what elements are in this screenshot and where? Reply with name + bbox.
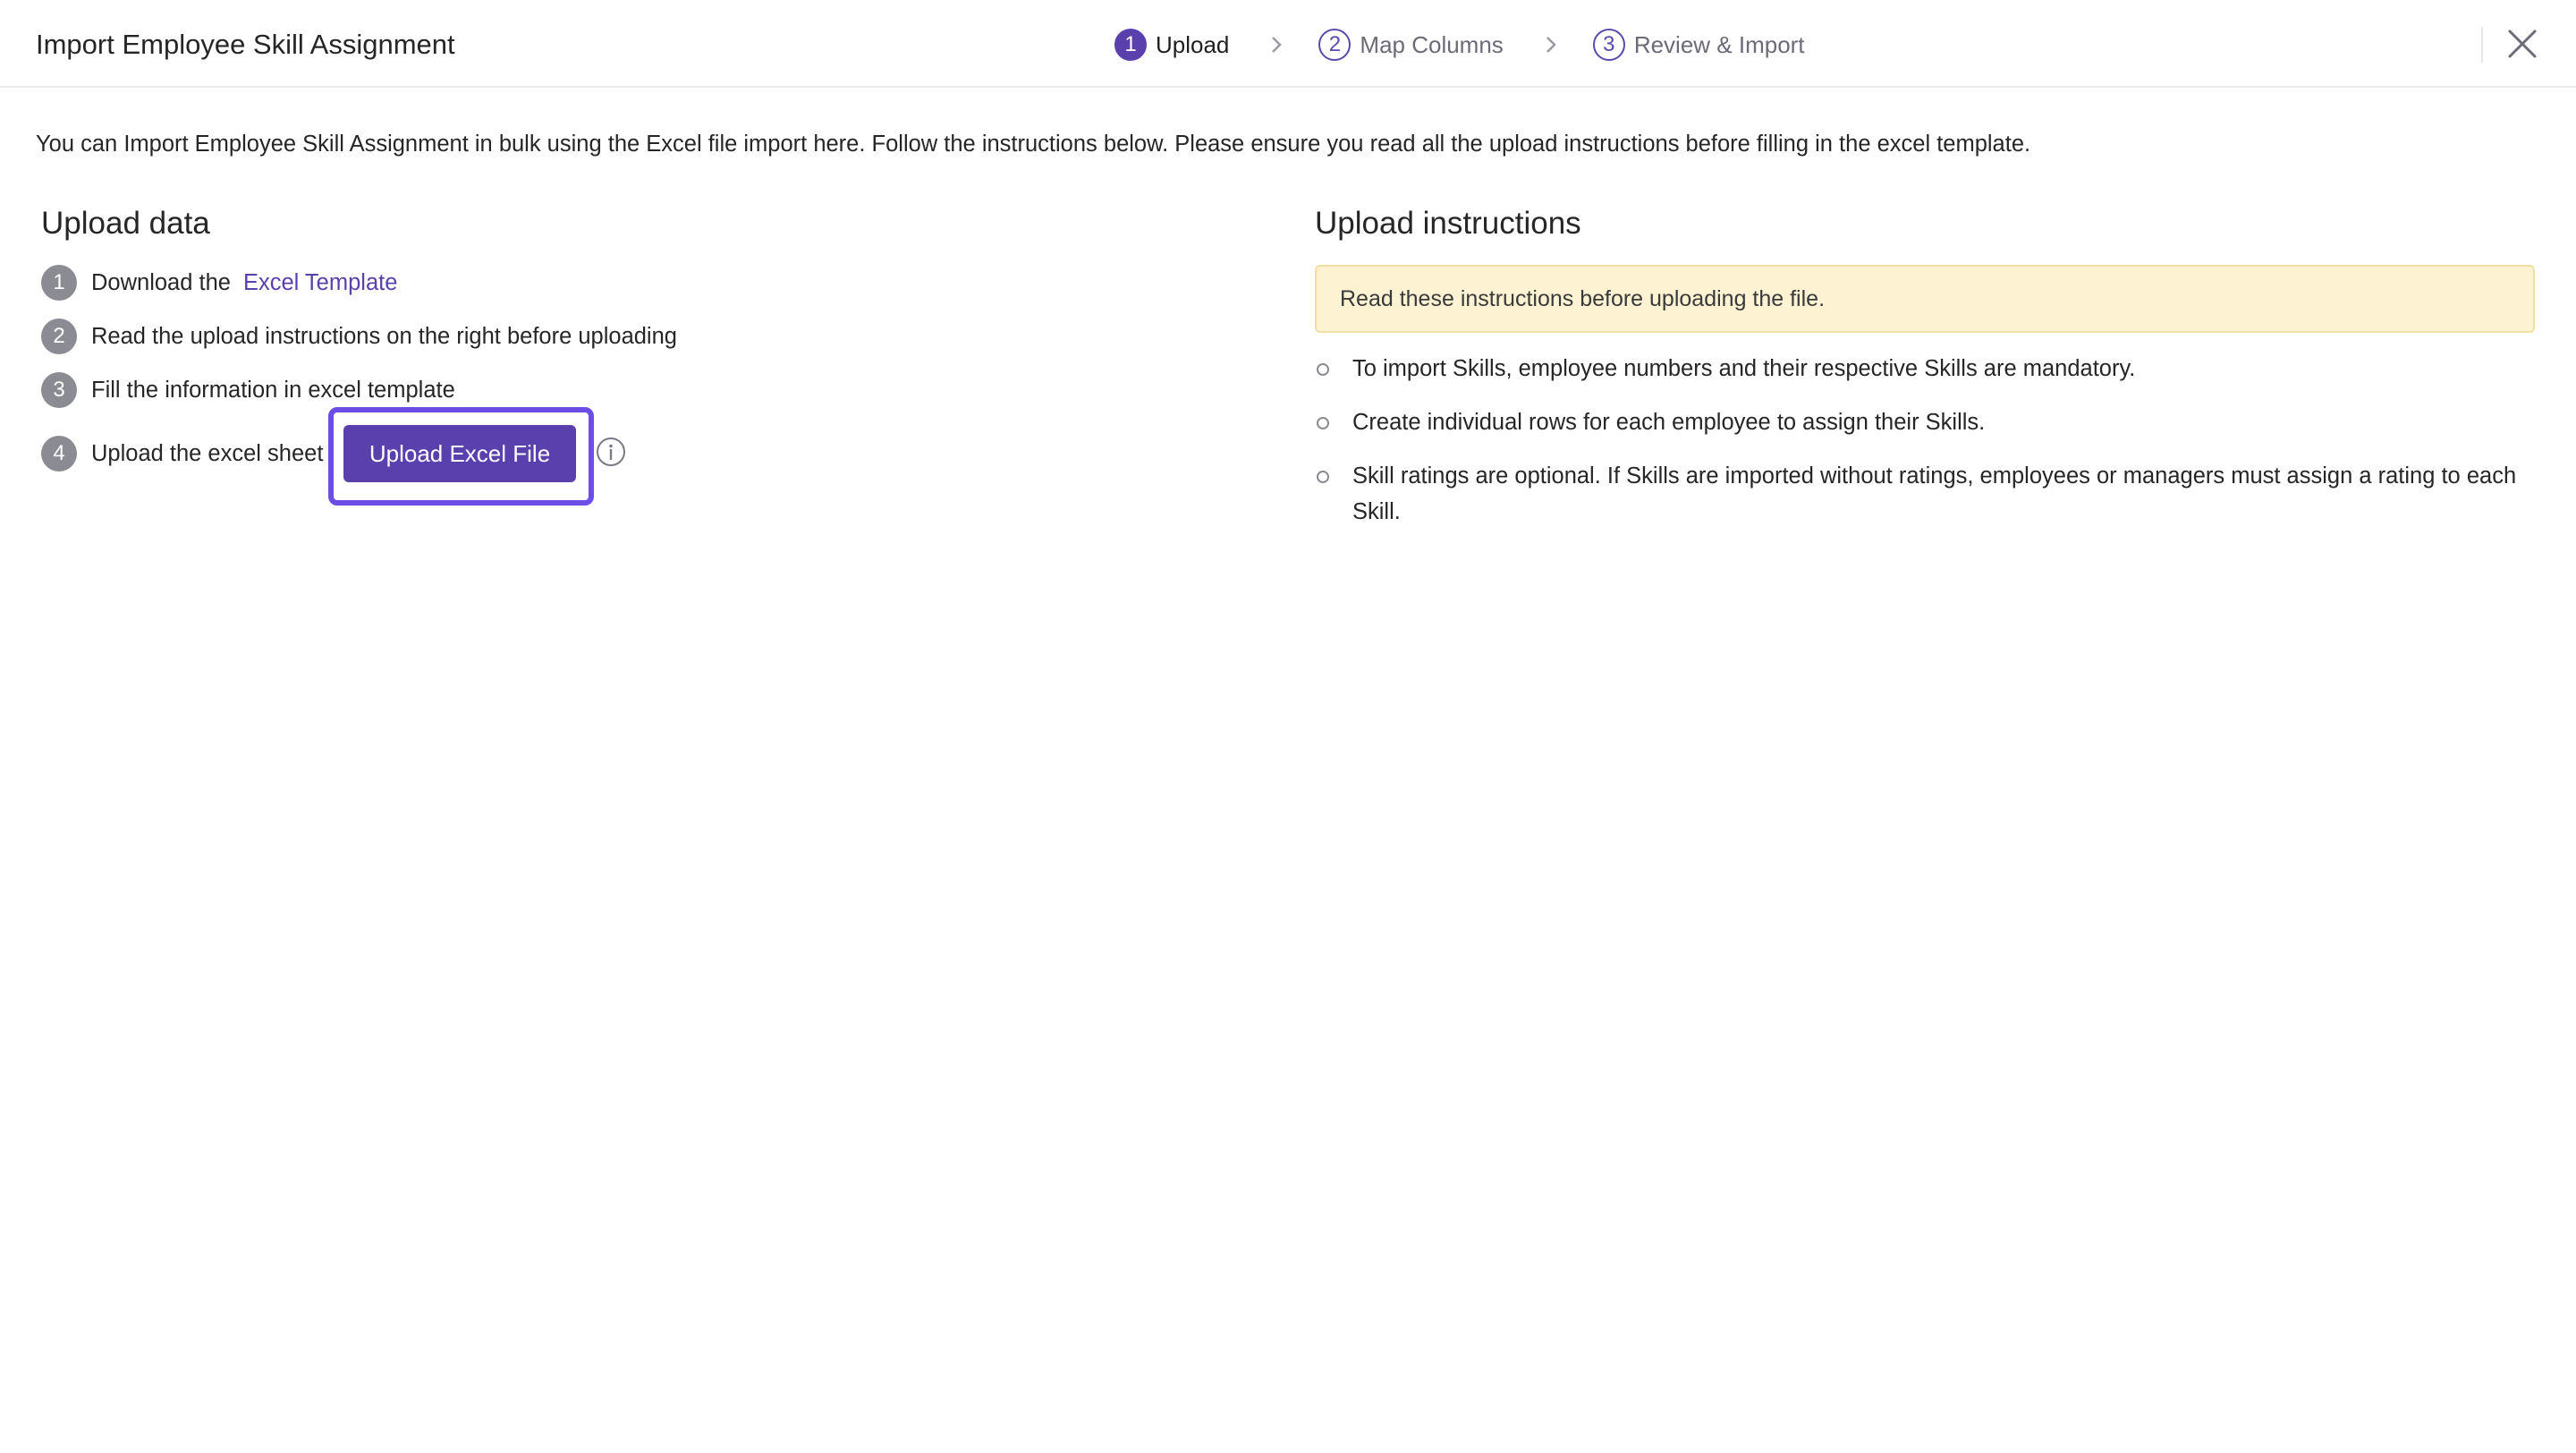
instructions-notice: Read these instructions before uploading the file. bbox=[1315, 265, 2535, 333]
upload-data-title: Upload data bbox=[41, 206, 210, 241]
step-text: Upload the excel sheet bbox=[91, 440, 324, 466]
step-badge: 2 bbox=[41, 319, 77, 354]
instruction-text: To import Skills, employee numbers and their respective Skills are mandatory. bbox=[1352, 356, 2136, 381]
upload-step-3 bbox=[41, 372, 455, 408]
bullet-icon bbox=[1317, 363, 1329, 376]
step-label-map-columns: Map Columns bbox=[1360, 30, 1504, 58]
instruction-item bbox=[1315, 458, 2549, 530]
modal-header bbox=[0, 0, 2576, 88]
upload-step-2 bbox=[41, 319, 677, 354]
chevron-right-icon bbox=[1263, 31, 1290, 58]
modal-title: Import Employee Skill Assignment bbox=[36, 29, 455, 60]
step-badge: 4 bbox=[41, 436, 77, 472]
step-number-1: 1 bbox=[1114, 29, 1147, 61]
step-text: Read the upload instructions on the right before uploading bbox=[91, 323, 677, 349]
bullet-icon bbox=[1317, 417, 1329, 429]
info-icon[interactable] bbox=[596, 437, 626, 467]
upload-instructions-title: Upload instructions bbox=[1315, 206, 1581, 241]
instruction-item bbox=[1315, 351, 2549, 387]
close-button[interactable] bbox=[2504, 26, 2540, 62]
step-text: Fill the information in excel template bbox=[91, 377, 455, 403]
header-divider bbox=[2481, 27, 2483, 63]
step-badge: 1 bbox=[41, 265, 77, 301]
chevron-right-icon bbox=[1538, 31, 1564, 58]
import-stepper bbox=[1114, 27, 1805, 63]
step-badge: 3 bbox=[41, 372, 77, 408]
upload-excel-file-button[interactable]: Upload Excel File bbox=[343, 425, 576, 482]
upload-step-4 bbox=[41, 436, 323, 472]
close-icon bbox=[2507, 29, 2538, 59]
instruction-text: Skill ratings are optional. If Skills are imported without ratings, employees or managers must assign a rating to each Skill. bbox=[1352, 463, 2517, 524]
step-map-columns[interactable] bbox=[1318, 29, 1503, 61]
step-number-3: 3 bbox=[1593, 29, 1625, 61]
step-label-upload: Upload bbox=[1156, 30, 1230, 58]
step-number-2: 2 bbox=[1318, 29, 1351, 61]
instruction-item bbox=[1315, 404, 2549, 440]
excel-template-link[interactable]: Excel Template bbox=[242, 269, 398, 295]
step-review-import[interactable] bbox=[1593, 29, 1805, 61]
instruction-text: Create individual rows for each employee to assign their Skills. bbox=[1352, 410, 1986, 435]
step-text: Download the bbox=[91, 269, 231, 295]
step-label-review-import: Review & Import bbox=[1633, 30, 1805, 58]
upload-step-1 bbox=[41, 265, 397, 301]
step-upload[interactable] bbox=[1114, 29, 1229, 61]
intro-text: You can Import Employee Skill Assignment in bulk using the Excel file import here. Follow the instructions below. Please ensure you read all the upload instructions before filling in the excel template. bbox=[36, 132, 2031, 157]
bullet-icon bbox=[1317, 471, 1329, 483]
